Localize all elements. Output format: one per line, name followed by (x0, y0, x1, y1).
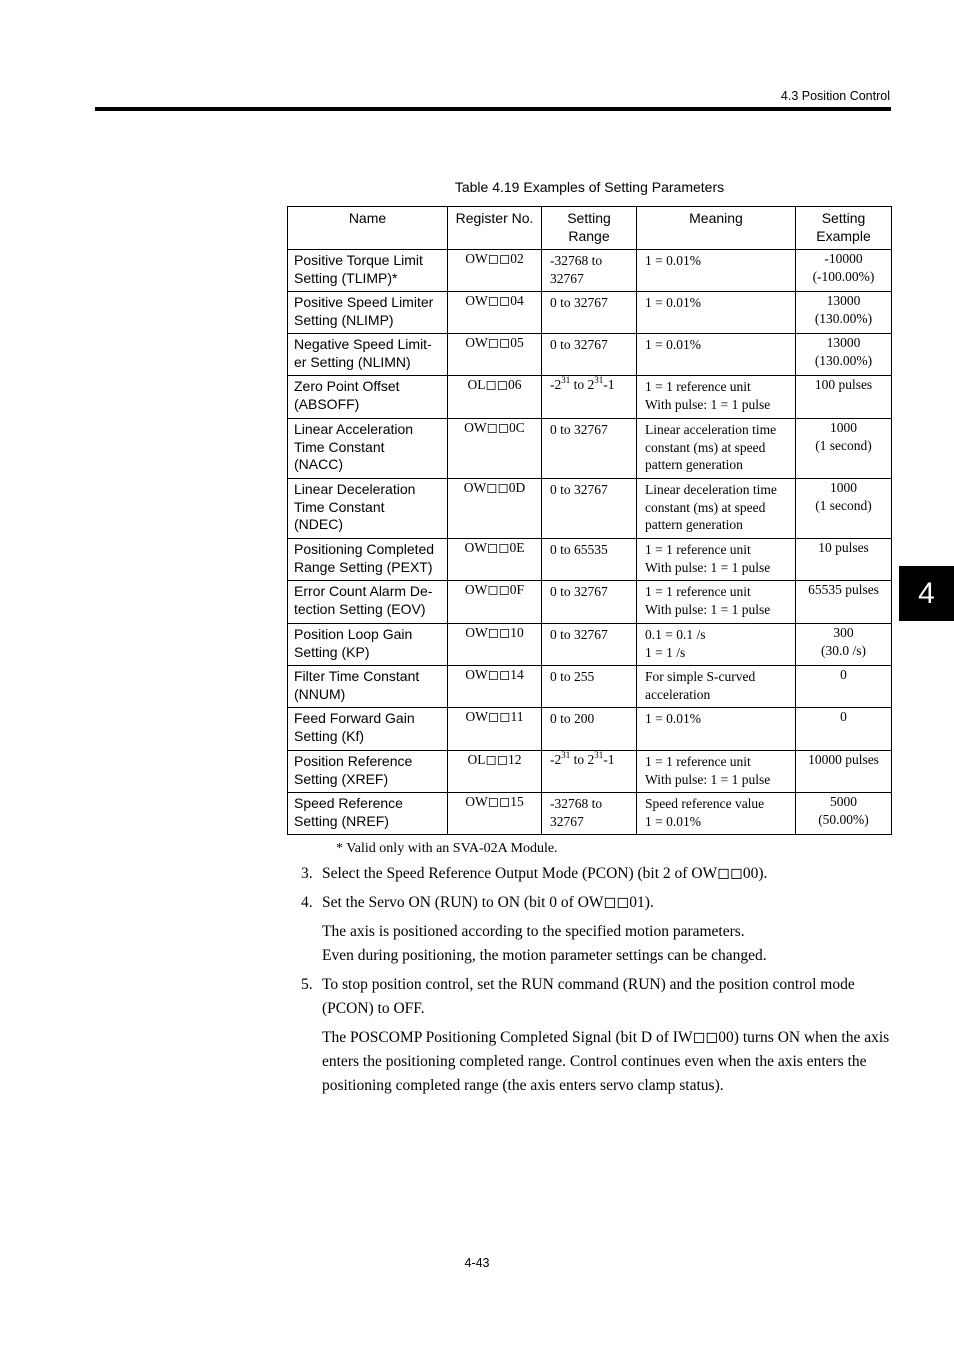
step-3 (301, 862, 901, 886)
setting-range: 0 to 32767 (542, 292, 637, 334)
poscomp-note: The POSCOMP Positioning Completed Signal (bit D of IW◻◻00) turns ON when the axis enters the positioning completed range. Control continues even when the axis enters the positioning completed range (the axis enters servo clamp status). (322, 1029, 890, 1094)
setting-example: 0 (796, 666, 892, 708)
meaning: 1 = 0.01% (637, 250, 796, 292)
setting-example: 1000 (1 second) (796, 479, 892, 539)
meaning: 1 = 0.01% (637, 708, 796, 751)
column-header-register: Register No. (448, 207, 542, 250)
column-header-example: Setting Example (796, 207, 892, 250)
setting-range: -32768 to 32767 (542, 250, 637, 292)
param-name: Negative Speed Limit- er Setting (NLIMN) (288, 334, 448, 376)
register-no: OW◻◻04 (448, 292, 542, 334)
param-name: Speed Reference Setting (NREF) (288, 793, 448, 835)
register-no: OW◻◻05 (448, 334, 542, 376)
range-exponent: 31 (594, 374, 604, 385)
table-row (288, 581, 892, 624)
setting-range: 0 to 200 (542, 708, 637, 751)
meaning: 1 = 1 reference unit With pulse: 1 = 1 pulse (637, 581, 796, 624)
meaning: 1 = 1 reference unit With pulse: 1 = 1 pulse (637, 751, 796, 793)
setting-example: 10 pulses (796, 539, 892, 581)
param-name: Positioning Completed Range Setting (PEXT) (288, 539, 448, 581)
setting-example: 13000 (130.00%) (796, 334, 892, 376)
register-no: OL◻◻12 (448, 751, 542, 793)
note-line: The axis is positioned according to the specified motion parameters. (322, 923, 745, 940)
register-no: OW◻◻0C (448, 419, 542, 479)
range-mid: to 2 (570, 377, 595, 392)
range-exponent: 31 (561, 749, 571, 760)
table-footnote: * Valid only with an SVA-02A Module. (336, 841, 558, 856)
meaning: 1 = 1 reference unit With pulse: 1 = 1 pulse (637, 376, 796, 419)
setting-range: -32768 to 32767 (542, 793, 637, 835)
column-header-meaning: Meaning (637, 207, 796, 250)
register-no: OW◻◻10 (448, 624, 542, 666)
register-no: OW◻◻0D (448, 479, 542, 539)
step-4 (301, 891, 901, 915)
column-header-name: Name (288, 207, 448, 250)
meaning: For simple S-curved acceleration (637, 666, 796, 708)
meaning: 1 = 0.01% (637, 334, 796, 376)
register-no: OW◻◻15 (448, 793, 542, 835)
meaning: Linear deceleration time constant (ms) at speed pattern generation (637, 479, 796, 539)
setting-range: 0 to 32767 (542, 581, 637, 624)
table-row (288, 793, 892, 835)
setting-example: 100 pulses (796, 376, 892, 419)
meaning: 1 = 1 reference unit With pulse: 1 = 1 pulse (637, 539, 796, 581)
setting-example: 13000 (130.00%) (796, 292, 892, 334)
setting-example: 300 (30.0 /s) (796, 624, 892, 666)
param-name: Positive Torque Limit Setting (TLIMP)* (288, 250, 448, 292)
procedure-steps (301, 862, 901, 1103)
table-caption: Table 4.19 Examples of Setting Parameters (454, 179, 725, 195)
setting-range: 0 to 32767 (542, 624, 637, 666)
param-name: Zero Point Offset (ABSOFF) (288, 376, 448, 419)
step-number: 3. (301, 865, 313, 882)
section-title: 4.3 Position Control (780, 89, 890, 103)
param-name: Position Loop Gain Setting (KP) (288, 624, 448, 666)
table-row (288, 624, 892, 666)
table-header-row (288, 207, 892, 250)
table-row (288, 376, 892, 419)
step-number: 5. (301, 976, 313, 993)
setting-range: 0 to 32767 (542, 334, 637, 376)
meaning: Linear acceleration time constant (ms) at speed pattern generation (637, 419, 796, 479)
param-name: Feed Forward Gain Setting (Kf) (288, 708, 448, 751)
register-no: OL◻◻06 (448, 376, 542, 419)
setting-range: 0 to 65535 (542, 539, 637, 581)
setting-range: 0 to 255 (542, 666, 637, 708)
meaning: Speed reference value 1 = 0.01% (637, 793, 796, 835)
param-name: Position Reference Setting (XREF) (288, 751, 448, 793)
register-no: OW◻◻0E (448, 539, 542, 581)
setting-example: 5000 (50.00%) (796, 793, 892, 835)
setting-range (542, 751, 637, 793)
register-no: OW◻◻0F (448, 581, 542, 624)
table-row (288, 334, 892, 376)
range-tail: -1 (603, 377, 615, 392)
setting-range: 0 to 32767 (542, 479, 637, 539)
parameters-table (287, 206, 892, 835)
param-name: Filter Time Constant (NNUM) (288, 666, 448, 708)
table-row (288, 708, 892, 751)
param-name: Error Count Alarm De- tection Setting (EOV) (288, 581, 448, 624)
table-row (288, 666, 892, 708)
header-rule (95, 107, 891, 111)
setting-example: -10000 (-100.00%) (796, 250, 892, 292)
column-header-range: Setting Range (542, 207, 637, 250)
table-row (288, 751, 892, 793)
param-name: Positive Speed Limiter Setting (NLIMP) (288, 292, 448, 334)
register-no: OW◻◻02 (448, 250, 542, 292)
chapter-tab (899, 566, 954, 621)
step-5 (301, 973, 901, 1021)
setting-range (542, 376, 637, 419)
table-row (288, 419, 892, 479)
note-line: Even during positioning, the motion parameter settings can be changed. (322, 947, 767, 964)
table-row (288, 479, 892, 539)
register-no: OW◻◻14 (448, 666, 542, 708)
range-exponent: 31 (561, 374, 571, 385)
step-number: 4. (301, 894, 313, 911)
chapter-number: 4 (918, 576, 935, 610)
setting-range: 0 to 32767 (542, 419, 637, 479)
table-row (288, 292, 892, 334)
positioning-note (322, 920, 892, 968)
register-no: OW◻◻11 (448, 708, 542, 751)
setting-example: 10000 pulses (796, 751, 892, 793)
step-text: Select the Speed Reference Output Mode (PCON) (bit 2 of OW◻◻00). (322, 865, 768, 882)
param-name: Linear Deceleration Time Constant (NDEC) (288, 479, 448, 539)
range-tail: -1 (603, 752, 615, 767)
setting-example: 1000 (1 second) (796, 419, 892, 479)
setting-example: 0 (796, 708, 892, 751)
range-base: -2 (550, 377, 562, 392)
setting-example: 65535 pulses (796, 581, 892, 624)
page-number: 4-43 (464, 1256, 490, 1270)
range-exponent: 31 (594, 749, 604, 760)
step-text: To stop position control, set the RUN command (RUN) and the position control mode (PCON) to OFF. (322, 976, 855, 1017)
meaning: 0.1 = 0.1 /s 1 = 1 /s (637, 624, 796, 666)
range-mid: to 2 (570, 752, 595, 767)
range-base: -2 (550, 752, 562, 767)
table-row (288, 250, 892, 292)
param-name: Linear Acceleration Time Constant (NACC) (288, 419, 448, 479)
table-row (288, 539, 892, 581)
meaning: 1 = 0.01% (637, 292, 796, 334)
step-text: Set the Servo ON (RUN) to ON (bit 0 of OW◻◻01). (322, 894, 654, 911)
